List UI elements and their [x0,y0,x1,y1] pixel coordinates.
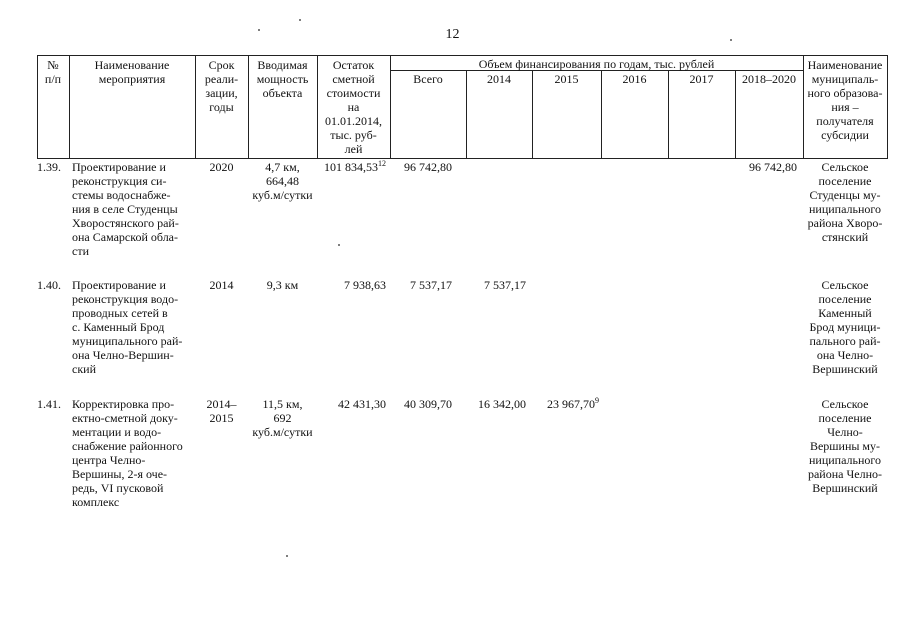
cell-recipient: Сельское поселение Студенцы му- ниципального района Хворо- стянский [807,160,883,244]
cell-capacity: 11,5 км, 692 куб.м/сутки [252,397,313,439]
cell-num: 1.41. [37,397,61,411]
cell-recipient: Сельское поселение Каменный Брод муници- пального рай- она Челно- Вершинский [809,278,881,376]
cell-term: 2020 [209,160,234,174]
header-financing-title: Объем финансирования по годам, тыс. рублей [478,57,715,71]
footnote-marker: 12 [378,159,386,168]
cell-y2014: 16 342,00 [478,397,526,411]
cell-term: 2014 [209,278,234,292]
cell-capacity: 9,3 км [266,278,299,292]
header-remainder: Остаток сметной стоимости на 01.01.2014, тыс. руб- лей [325,58,382,156]
header-capacity: Вводимая мощность объекта [256,58,309,100]
header-term: Срок реали- зации, годы [204,58,239,114]
scan-speck [286,555,288,557]
header-2015: 2015 [554,72,579,86]
cell-term: 2014– 2015 [206,397,237,425]
cell-name: Проектирование и реконструкция водо- проводных сетей в с. Каменный Брод муниципального рай- она Челно-Вершин- ский [72,278,183,376]
cell-capacity: 4,7 км, 664,48 куб.м/сутки [252,160,313,202]
header-total: Всего [413,72,443,86]
cell-num: 1.40. [37,278,61,292]
header-2018-2020: 2018–2020 [742,72,796,86]
header-bottom-border [37,158,887,159]
scan-speck [258,29,260,31]
cell-name: Проектирование и реконструкция си- стемы водоснабже- ния в селе Студенцы Хворостянского рай- она Самарской обла- сти [72,160,179,258]
cell-total: 7 537,17 [410,278,452,292]
scan-speck [299,19,301,21]
scan-speck [338,244,340,246]
cell-num: 1.39. [37,160,61,174]
cell-y2015: 23 967,70$^9$ [547,396,599,411]
footnote-marker: 9 [595,396,599,405]
header-name: Наименование мероприятия [94,58,170,86]
header-2014: 2014 [487,72,511,86]
table-top-border [37,55,887,56]
header-recipient: Наименование муниципаль- ного образова- ния – получателя субсидии [807,58,883,142]
cell-y2018-2020: 96 742,80 [749,160,797,174]
cell-remainder: 101 834,53$^{12}$ [324,159,386,174]
header-2017: 2017 [689,72,714,86]
scan-speck [730,39,732,41]
cell-y2014: 7 537,17 [484,278,526,292]
cell-remainder: 42 431,30 [338,397,386,411]
header-num: № п/п [44,58,62,86]
cell-name: Корректировка про- ектно-сметной доку- ментации и водо- снабжение районного центра Челно- Вершины, 2-я оче- редь, VI пусковой комплекс [72,397,183,509]
cell-remainder: 7 938,63 [344,278,386,292]
cell-recipient: Сельское поселение Челно- Вершины му- ниципального района Челно- Вершинский [807,397,883,495]
cell-total: 96 742,80 [404,160,452,174]
header-2016: 2016 [622,72,647,86]
page-number: 12 [445,27,460,42]
cell-total: 40 309,70 [404,397,452,411]
